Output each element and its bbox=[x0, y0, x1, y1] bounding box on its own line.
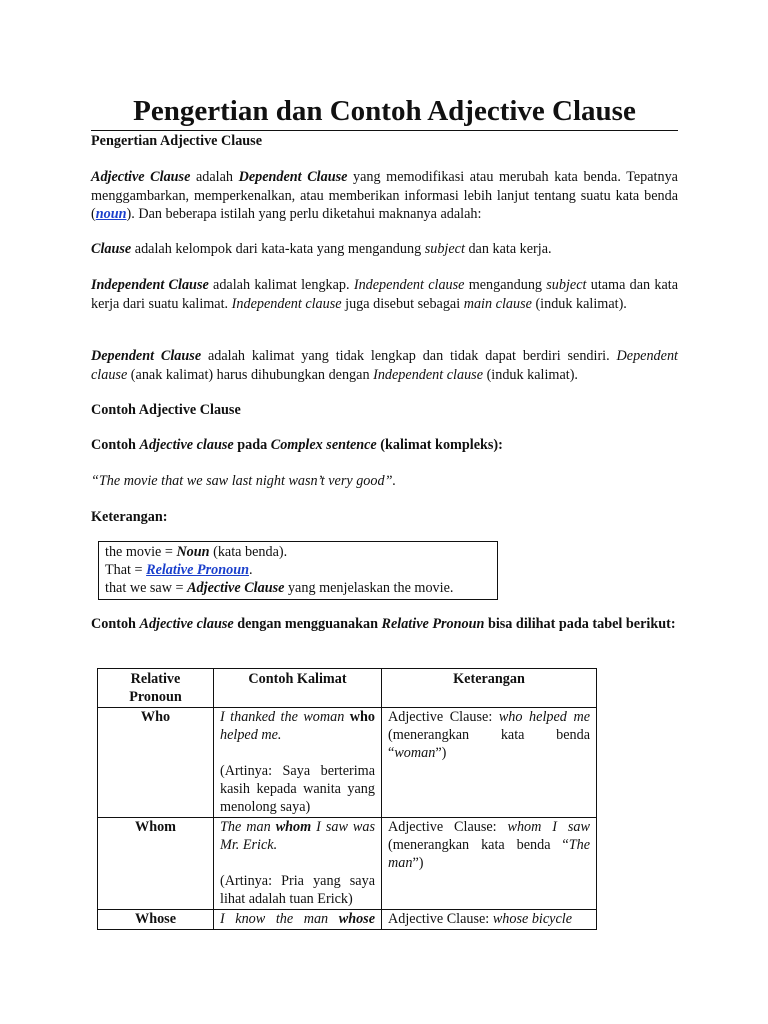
header-relative-pronoun: Relative Pronoun bbox=[98, 669, 214, 708]
paragraph-clause: Clause adalah kelompok dari kata-kata yang mengandung subject dan kata kerja. bbox=[91, 241, 552, 257]
complex-sentence-heading: Contoh Adjective clause pada Complex sentence (kalimat kompleks): bbox=[91, 437, 503, 453]
box-line-adjective-clause: that we saw = Adjective Clause yang menjelaskan the movie. bbox=[105, 580, 454, 596]
header-keterangan: Keterangan bbox=[382, 669, 597, 708]
table-row bbox=[98, 910, 597, 930]
section-heading-pengertian: Pengertian Adjective Clause bbox=[91, 133, 263, 149]
relative-pronoun-table bbox=[97, 668, 597, 930]
paragraph-independent-clause: Independent Clause adalah kalimat lengkap. Independent clause mengandung subject utama dan kata kerja dari suatu kalimat. Independent clause juga disebut sebagai main clause (induk kalimat). bbox=[91, 277, 679, 312]
pronoun-cell: Whom bbox=[98, 818, 214, 910]
term-dependent-clause-2: Dependent Clause bbox=[91, 348, 202, 364]
box-line-noun: the movie = Noun (kata benda). bbox=[105, 544, 288, 560]
keterangan-label: Keterangan: bbox=[91, 509, 168, 525]
table-row bbox=[98, 818, 597, 910]
example-cell: I thanked the woman who helped me. (Artinya: Saya berterima kasih kepada wanita yang menolong saya) bbox=[214, 708, 382, 818]
table-intro: Contoh Adjective clause dengan mengguanakan Relative Pronoun bisa dilihat pada tabel berikut: bbox=[91, 616, 676, 632]
term-dependent-clause: Dependent Clause bbox=[238, 169, 348, 185]
explanation-cell: Adjective Clause: who helped me (menerangkan kata benda “woman”) bbox=[382, 708, 597, 818]
header-contoh-kalimat: Contoh Kalimat bbox=[214, 669, 382, 708]
section-heading-contoh: Contoh Adjective Clause bbox=[91, 402, 241, 418]
example-cell: The man whom I saw was Mr. Erick. (Artinya: Pria yang saya lihat adalah tuan Erick) bbox=[214, 818, 382, 910]
example-sentence: “The movie that we saw last night wasn’t very good”. bbox=[91, 473, 397, 489]
paragraph-adjective-clause: Adjective Clause adalah Dependent Clause yang memodifikasi atau merubah kata benda. Tepatnya menggambarkan, memperkenalkan, atau memberikan informasi lebih lanjut tentang suatu kata benda (noun). Dan beberapa istilah yang perlu diketahui maknanya adalah: bbox=[91, 169, 678, 222]
pronoun-cell: Whose bbox=[98, 910, 214, 930]
paragraph-dependent-clause: Dependent Clause adalah kalimat yang tidak lengkap dan tidak dapat berdiri sendiri. Dependent clause (anak kalimat) harus dihubungkan dengan Independent clause (induk kalimat). bbox=[91, 348, 678, 383]
term-clause: Clause bbox=[91, 241, 132, 257]
term-adjective-clause: Adjective Clause bbox=[91, 169, 191, 185]
box-line-relative-pronoun: That = Relative Pronoun. bbox=[105, 562, 253, 578]
explanation-cell: Adjective Clause: whom I saw (menerangkan kata benda “The man”) bbox=[382, 818, 597, 910]
explanation-box bbox=[98, 541, 498, 600]
table-header-row bbox=[98, 669, 597, 708]
table-row bbox=[98, 708, 597, 818]
noun-link[interactable]: noun bbox=[95, 206, 127, 222]
explanation-cell: Adjective Clause: whose bicycle bbox=[382, 910, 597, 930]
term-independent-clause: Independent Clause bbox=[91, 277, 209, 293]
page-title: Pengertian dan Contoh Adjective Clause bbox=[91, 93, 678, 131]
pronoun-cell: Who bbox=[98, 708, 214, 818]
example-cell: I know the man whose bbox=[214, 910, 382, 930]
relative-pronoun-link[interactable]: Relative Pronoun bbox=[146, 562, 249, 578]
